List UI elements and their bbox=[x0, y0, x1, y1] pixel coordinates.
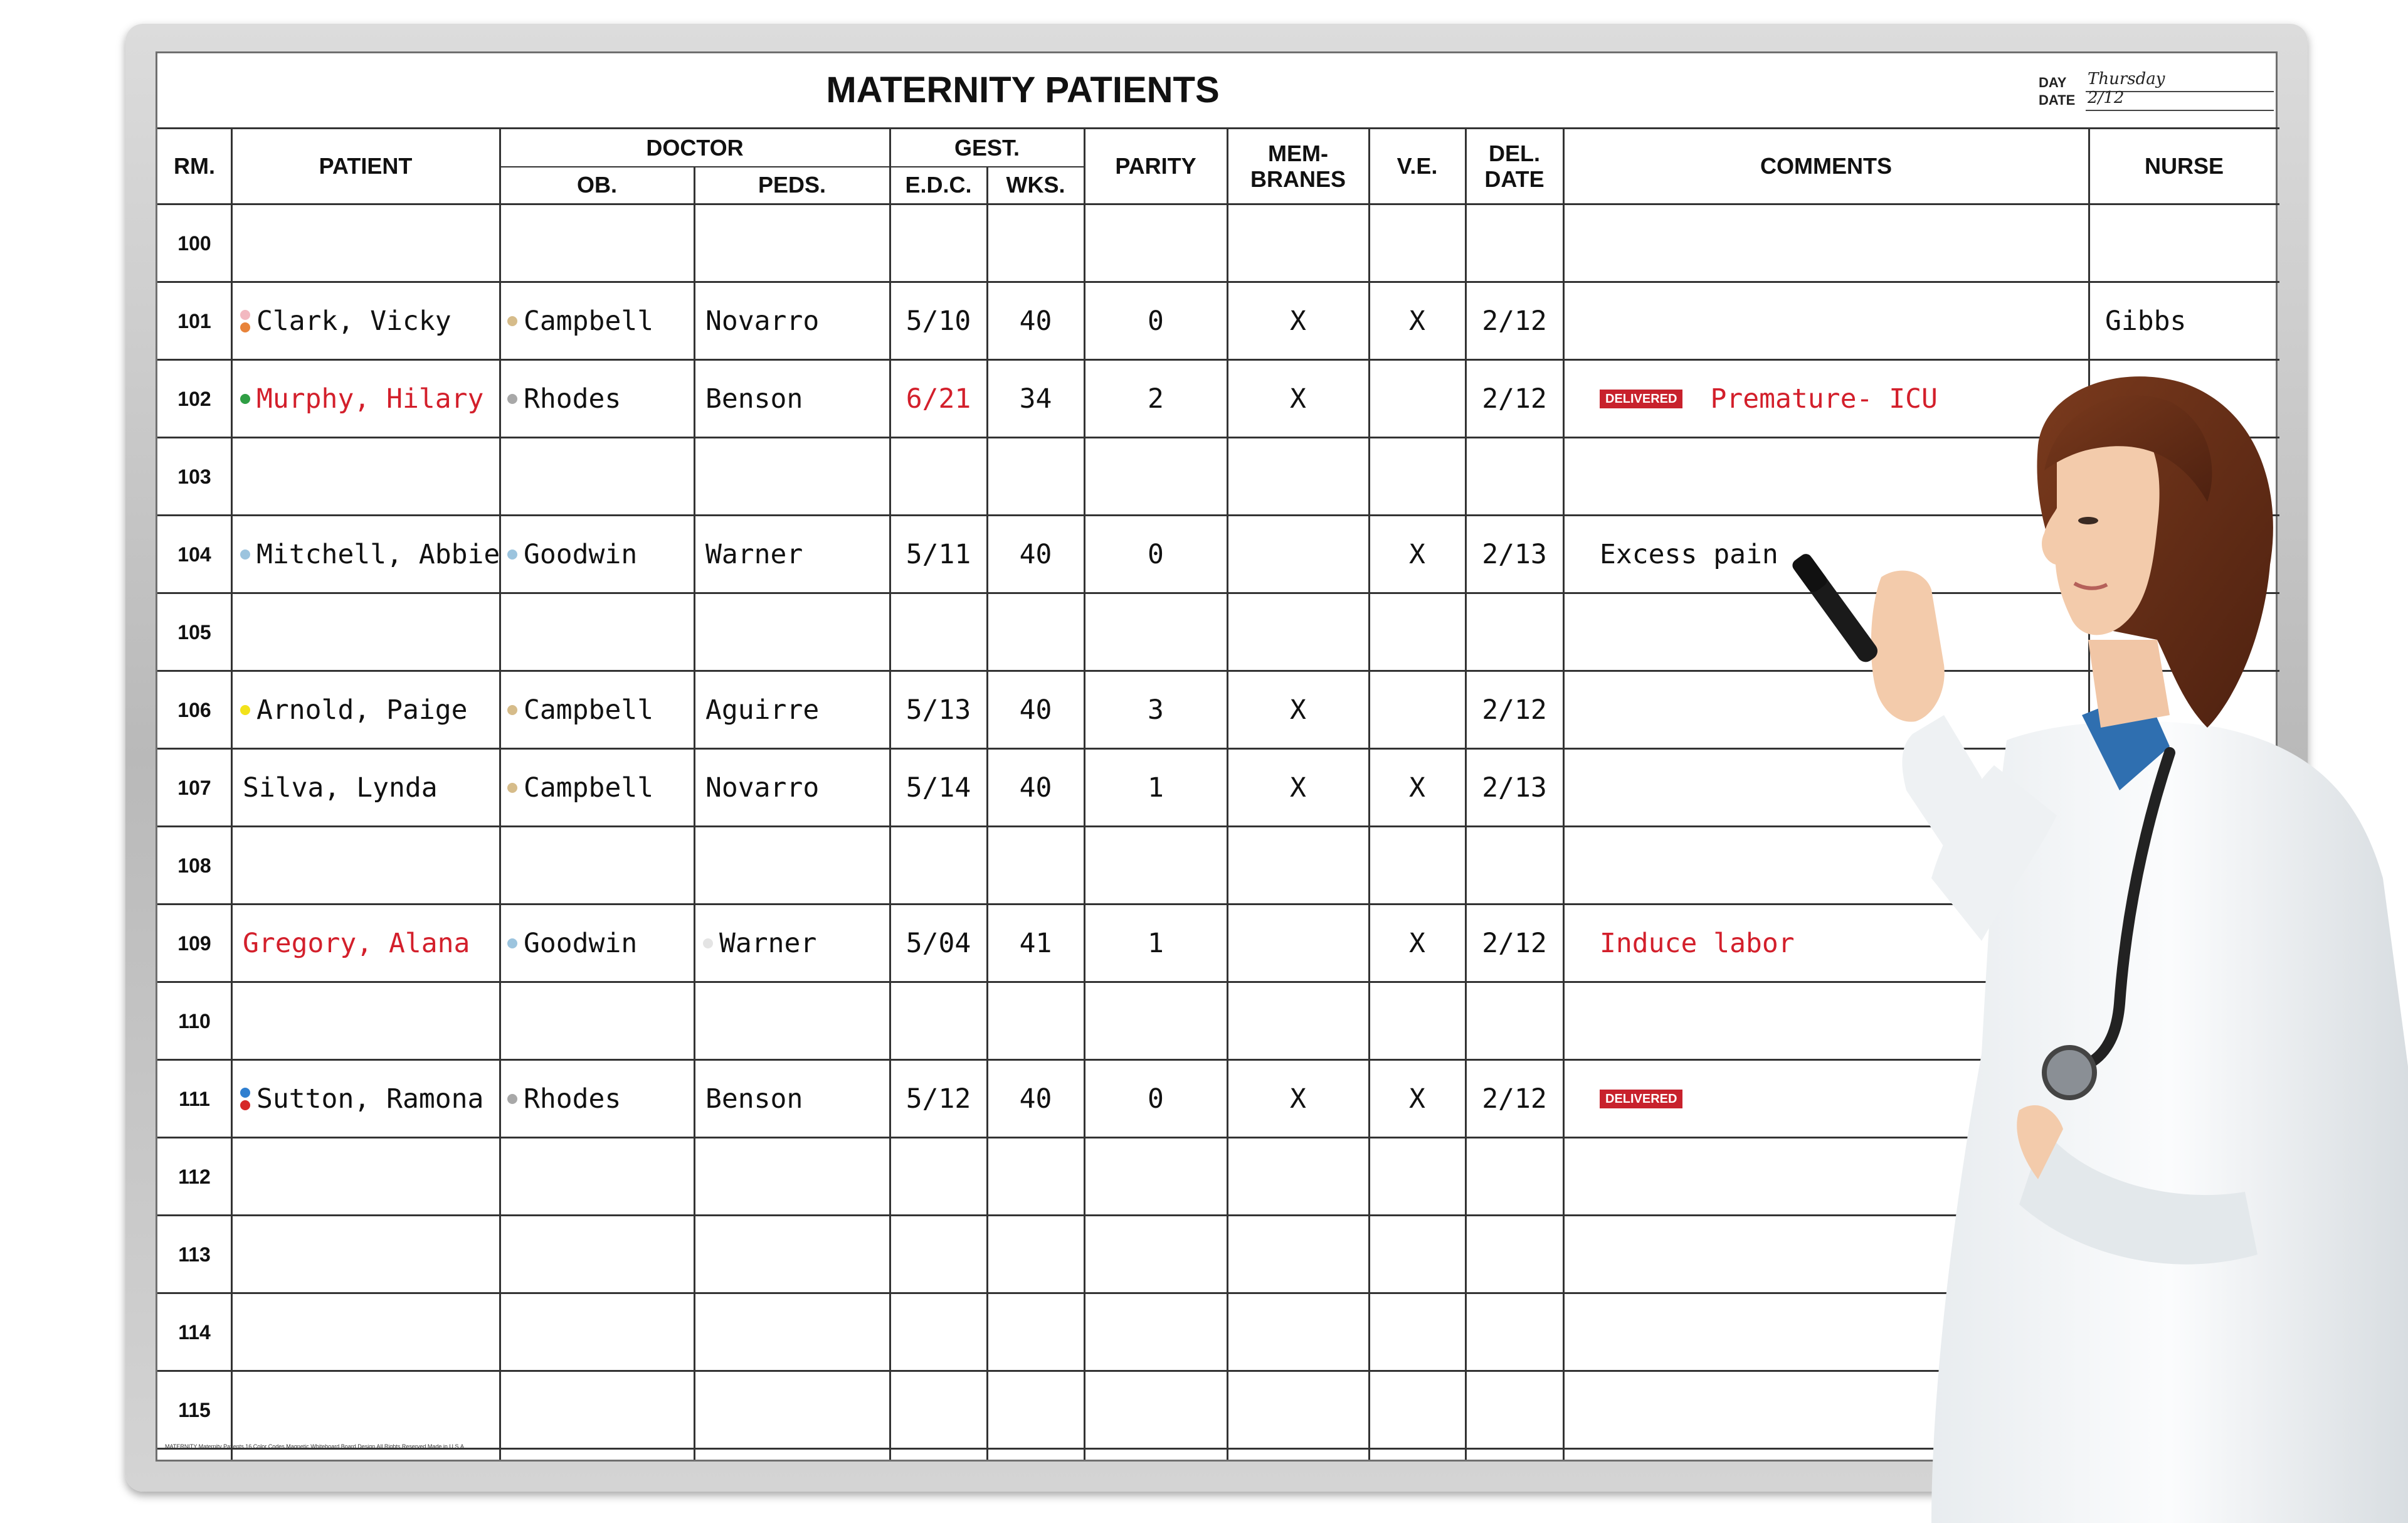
delivery-date[interactable] bbox=[1465, 905, 1563, 982]
ve-mark[interactable] bbox=[1369, 516, 1465, 593]
ob-doctor-text: Campbell bbox=[524, 694, 654, 726]
edc-date[interactable] bbox=[890, 361, 987, 437]
gest-weeks[interactable] bbox=[987, 361, 1084, 437]
patient-name[interactable] bbox=[240, 1061, 500, 1137]
color-code-magnet[interactable] bbox=[703, 938, 713, 948]
color-code-magnet[interactable] bbox=[240, 394, 250, 404]
edc-date-text: 5/13 bbox=[906, 694, 971, 726]
gest-weeks-text: 40 bbox=[1019, 539, 1052, 570]
color-code-magnet[interactable] bbox=[240, 705, 250, 715]
color-code-magnet[interactable] bbox=[240, 322, 250, 332]
patient-name[interactable] bbox=[240, 516, 500, 593]
gest-weeks[interactable] bbox=[987, 905, 1084, 982]
ob-doctor-text: Campbell bbox=[524, 772, 654, 804]
header-peds: PEDS. bbox=[758, 172, 826, 198]
peds-doctor-text: Novarro bbox=[705, 305, 820, 337]
edc-date[interactable] bbox=[890, 1061, 987, 1137]
header-ob: OB. bbox=[576, 172, 617, 198]
room-number: 112 bbox=[178, 1165, 211, 1188]
header-gest: GEST. bbox=[954, 135, 1020, 161]
gest-weeks[interactable] bbox=[987, 283, 1084, 359]
peds-doctor[interactable] bbox=[703, 672, 890, 748]
color-code-magnet[interactable] bbox=[240, 1100, 250, 1110]
ve-mark[interactable] bbox=[1369, 283, 1465, 359]
patient-name-text: Silva, Lynda bbox=[243, 772, 438, 804]
ob-doctor[interactable] bbox=[507, 672, 694, 748]
gest-weeks-text: 40 bbox=[1019, 1083, 1052, 1115]
room-number: 106 bbox=[177, 698, 211, 721]
parity-value[interactable] bbox=[1084, 516, 1227, 593]
delivery-date[interactable] bbox=[1465, 283, 1563, 359]
membranes-mark[interactable] bbox=[1227, 1061, 1369, 1137]
room-number: 105 bbox=[177, 620, 211, 644]
color-code-magnet[interactable] bbox=[507, 1094, 517, 1104]
parity-value-text: 0 bbox=[1148, 1083, 1164, 1115]
ve-mark[interactable] bbox=[1369, 1061, 1465, 1137]
parity-value[interactable] bbox=[1084, 905, 1227, 982]
ob-doctor-text: Goodwin bbox=[524, 539, 638, 570]
color-code-magnet[interactable] bbox=[240, 549, 250, 560]
day-label: DAY bbox=[2039, 75, 2067, 90]
patient-name[interactable] bbox=[240, 672, 500, 748]
header-wks: WKS. bbox=[1006, 172, 1065, 198]
ob-doctor[interactable] bbox=[507, 750, 694, 826]
color-code-magnet[interactable] bbox=[240, 1088, 250, 1098]
delivery-date[interactable] bbox=[1465, 516, 1563, 593]
edc-date-text: 5/04 bbox=[906, 928, 971, 959]
edc-date-text: 6/21 bbox=[906, 383, 971, 415]
patient-name[interactable] bbox=[240, 750, 500, 826]
header-comments: COMMENTS bbox=[1760, 153, 1892, 179]
header-del-date: DEL. DATE bbox=[1484, 140, 1545, 192]
comment-text: Induce labor bbox=[1600, 928, 1795, 959]
color-code-magnet[interactable] bbox=[507, 316, 517, 326]
room-number: 111 bbox=[179, 1087, 210, 1110]
gest-weeks[interactable] bbox=[987, 672, 1084, 748]
parity-value-text: 1 bbox=[1148, 928, 1164, 959]
delivery-date[interactable] bbox=[1465, 672, 1563, 748]
membranes-mark-text: X bbox=[1290, 694, 1306, 726]
parity-value[interactable] bbox=[1084, 672, 1227, 748]
header-patient: PATIENT bbox=[319, 153, 413, 179]
ve-mark-text: X bbox=[1409, 928, 1425, 959]
membranes-mark[interactable] bbox=[1227, 750, 1369, 826]
parity-value[interactable] bbox=[1084, 283, 1227, 359]
ob-doctor[interactable] bbox=[507, 516, 694, 593]
board-title: MATERNITY PATIENTS bbox=[826, 70, 1220, 110]
ob-doctor-text: Rhodes bbox=[524, 383, 621, 415]
ve-mark[interactable] bbox=[1369, 750, 1465, 826]
membranes-mark-text: X bbox=[1290, 772, 1306, 804]
room-number: 103 bbox=[177, 465, 211, 488]
color-code-magnet[interactable] bbox=[240, 310, 250, 320]
delivery-date-text: 2/12 bbox=[1482, 928, 1547, 959]
ob-doctor-text: Goodwin bbox=[524, 928, 638, 959]
peds-doctor[interactable] bbox=[703, 361, 890, 437]
nurse-illustration bbox=[1605, 314, 2408, 1523]
nurse-name-text: Gibbs bbox=[2105, 305, 2187, 337]
peds-doctor-text: Benson bbox=[705, 1083, 803, 1115]
delivery-date[interactable] bbox=[1465, 750, 1563, 826]
edc-date[interactable] bbox=[890, 283, 987, 359]
peds-doctor[interactable] bbox=[703, 905, 890, 982]
gest-weeks[interactable] bbox=[987, 750, 1084, 826]
parity-value-text: 0 bbox=[1148, 539, 1164, 570]
delivered-badge[interactable]: DELIVERED bbox=[1600, 1090, 1682, 1108]
gest-weeks-text: 40 bbox=[1019, 772, 1052, 804]
patient-name[interactable] bbox=[240, 361, 500, 437]
color-code-magnet[interactable] bbox=[507, 549, 517, 560]
gest-weeks[interactable] bbox=[987, 1061, 1084, 1137]
edc-date-text: 5/11 bbox=[906, 539, 971, 570]
header-ve: V.E. bbox=[1397, 153, 1438, 179]
parity-value[interactable] bbox=[1084, 361, 1227, 437]
header-nurse: NURSE bbox=[2144, 153, 2224, 179]
header-parity: PARITY bbox=[1115, 153, 1196, 179]
color-code-magnet[interactable] bbox=[507, 394, 517, 404]
ob-doctor-text: Campbell bbox=[524, 305, 654, 337]
edc-date[interactable] bbox=[890, 672, 987, 748]
gest-weeks[interactable] bbox=[987, 516, 1084, 593]
header-rm: RM. bbox=[174, 153, 215, 179]
peds-doctor[interactable] bbox=[703, 750, 890, 826]
peds-doctor[interactable] bbox=[703, 516, 890, 593]
day-value: Thursday bbox=[2088, 70, 2165, 88]
room-number: 113 bbox=[178, 1243, 211, 1266]
room-number: 104 bbox=[177, 543, 211, 566]
header-edc: E.D.C. bbox=[905, 172, 972, 198]
color-code-magnet[interactable] bbox=[507, 938, 517, 948]
room-number: 100 bbox=[177, 231, 211, 255]
membranes-mark[interactable] bbox=[1227, 361, 1369, 437]
membranes-mark-text: X bbox=[1290, 1083, 1306, 1115]
delivery-date-text: 2/13 bbox=[1482, 539, 1547, 570]
room-number: 107 bbox=[177, 776, 211, 799]
peds-doctor-text: Warner bbox=[705, 539, 803, 570]
peds-doctor-text: Aguirre bbox=[705, 694, 820, 726]
patient-name-text: Murphy, Hilary bbox=[256, 383, 484, 415]
delivery-date[interactable] bbox=[1465, 1061, 1563, 1137]
peds-doctor-text: Warner bbox=[719, 928, 817, 959]
date-value: 2/12 bbox=[2088, 88, 2125, 107]
gest-weeks-text: 34 bbox=[1019, 383, 1052, 415]
peds-doctor[interactable] bbox=[703, 1061, 890, 1137]
membranes-mark[interactable] bbox=[1227, 672, 1369, 748]
gest-weeks-text: 40 bbox=[1019, 305, 1052, 337]
date-line bbox=[2086, 110, 2274, 111]
parity-value-text: 0 bbox=[1148, 305, 1164, 337]
delivery-date[interactable] bbox=[1465, 361, 1563, 437]
parity-value[interactable] bbox=[1084, 1061, 1227, 1137]
delivered-badge[interactable]: DELIVERED bbox=[1600, 390, 1682, 408]
room-number: 110 bbox=[178, 1009, 211, 1032]
delivery-date-text: 2/12 bbox=[1482, 1083, 1547, 1115]
room-number: 115 bbox=[178, 1398, 211, 1421]
edc-date-text: 5/10 bbox=[906, 305, 971, 337]
ve-mark-text: X bbox=[1409, 539, 1425, 570]
gest-weeks-text: 40 bbox=[1019, 694, 1052, 726]
edc-date[interactable] bbox=[890, 750, 987, 826]
delivery-date-text: 2/12 bbox=[1482, 694, 1547, 726]
patient-name[interactable] bbox=[240, 905, 500, 982]
parity-value-text: 2 bbox=[1148, 383, 1164, 415]
comment-text: Premature- ICU bbox=[1710, 383, 1938, 415]
room-number: 114 bbox=[178, 1320, 211, 1344]
patient-name-text: Clark, Vicky bbox=[256, 305, 452, 337]
patient-name-text: Mitchell, Abbie bbox=[256, 539, 500, 570]
ve-mark-text: X bbox=[1409, 305, 1425, 337]
room-number: 101 bbox=[177, 309, 211, 332]
ob-doctor-text: Rhodes bbox=[524, 1083, 621, 1115]
peds-doctor-text: Benson bbox=[705, 383, 803, 415]
room-number: 109 bbox=[177, 931, 211, 955]
date-label: DATE bbox=[2039, 92, 2076, 108]
color-code-magnet[interactable] bbox=[507, 705, 517, 715]
color-code-magnet[interactable] bbox=[507, 783, 517, 793]
parity-value[interactable] bbox=[1084, 750, 1227, 826]
delivery-date-text: 2/12 bbox=[1482, 305, 1547, 337]
header-membranes: MEM- BRANES bbox=[1250, 140, 1346, 192]
peds-doctor-text: Novarro bbox=[705, 772, 820, 804]
comment-text: Excess pain bbox=[1600, 539, 1778, 570]
membranes-mark-text: X bbox=[1290, 305, 1306, 337]
patient-name-text: Arnold, Paige bbox=[256, 694, 468, 726]
delivery-date-text: 2/13 bbox=[1482, 772, 1547, 804]
patient-name-text: Gregory, Alana bbox=[243, 928, 470, 959]
edc-date-text: 5/14 bbox=[906, 772, 971, 804]
room-number: 108 bbox=[177, 854, 211, 877]
peds-doctor[interactable] bbox=[703, 283, 890, 359]
edc-date[interactable] bbox=[890, 516, 987, 593]
parity-value-text: 3 bbox=[1148, 694, 1164, 726]
ve-mark-text: X bbox=[1409, 1083, 1425, 1115]
ve-mark-text: X bbox=[1409, 772, 1425, 804]
gest-weeks-text: 41 bbox=[1019, 928, 1052, 959]
parity-value-text: 1 bbox=[1148, 772, 1164, 804]
ob-doctor[interactable] bbox=[507, 283, 694, 359]
header-doctor: DOCTOR bbox=[646, 135, 744, 161]
header-bottom-rule bbox=[157, 203, 2279, 205]
edc-date[interactable] bbox=[890, 905, 987, 982]
membranes-mark-text: X bbox=[1290, 383, 1306, 415]
ob-doctor[interactable] bbox=[507, 1061, 694, 1137]
ob-doctor[interactable] bbox=[507, 361, 694, 437]
membranes-mark[interactable] bbox=[1227, 283, 1369, 359]
room-number: 102 bbox=[177, 387, 211, 410]
ob-doctor[interactable] bbox=[507, 905, 694, 982]
patient-name-text: Sutton, Ramona bbox=[256, 1083, 484, 1115]
delivery-date-text: 2/12 bbox=[1482, 383, 1547, 415]
board-footer: MATERNITY Maternity Patients 16 Color Codes Magnetic Whiteboard Board Design All Rights Reserved Made in U.S.A. bbox=[165, 1443, 466, 1450]
ve-mark[interactable] bbox=[1369, 905, 1465, 982]
edc-date-text: 5/12 bbox=[906, 1083, 971, 1115]
patient-name[interactable] bbox=[240, 283, 500, 359]
